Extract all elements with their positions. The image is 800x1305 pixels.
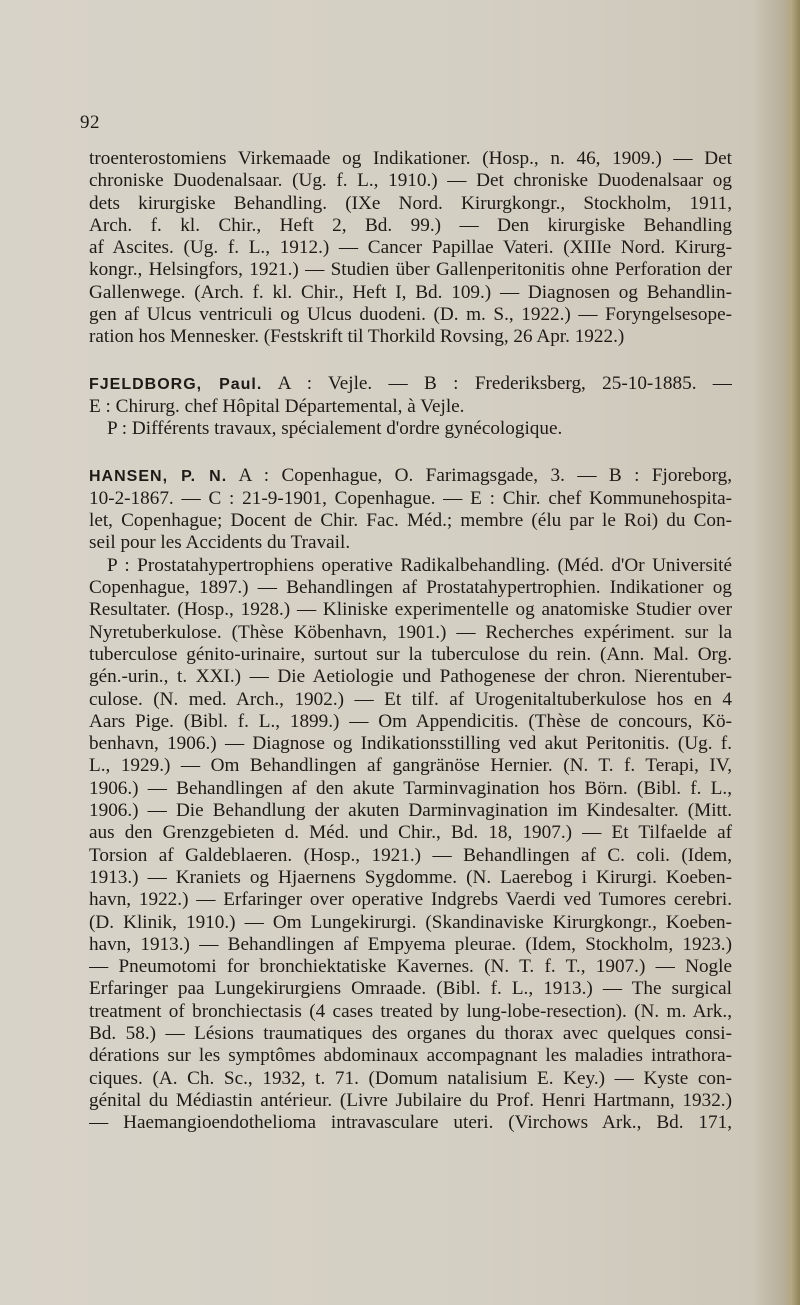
text-line: (D. Klinik, 1910.) — Om Lungekirurgi. (Skandinaviske Kirurgkongr., Koeben- (89, 911, 732, 933)
text-line: havn, 1913.) — Behandlingen af Empyema pleurae. (Idem, Stockholm, 1923.) (89, 933, 732, 955)
entry-name: HANSEN, P. N. (89, 467, 228, 485)
text-line: 1906.) — Die Behandlung der akuten Darminvagination im Kindesalter. (Mitt. (89, 800, 732, 822)
text-line: chroniske Duodenalsaar. (Ug. f. L., 1910.) — Det chroniske Duodenalsaar og (89, 170, 732, 192)
text-line: génital du Médiastin antérieur. (Livre Jubilaire du Prof. Henri Hartmann, 1932.) (89, 1089, 732, 1111)
text-line: Resultater. (Hosp., 1928.) — Kliniske experimentelle og anatomiske Studier over (89, 599, 732, 621)
text-line: — Haemangioendothelioma intravasculare uteri. (Virchows Ark., Bd. 171, (89, 1112, 732, 1134)
text-line: Copenhague, 1897.) — Behandlingen af Prostatahypertrophien. Indikationer og (89, 577, 732, 599)
text-line: Torsion af Galdeblaeren. (Hosp., 1921.) — Behandlingen af C. coli. (Idem, (89, 844, 732, 866)
text-line: 1906.) — Behandlingen af den akute Tarminvagination hos Börn. (Bibl. f. L., (89, 777, 732, 799)
text-line: gén.-urin., t. XXI.) — Die Aetiologie und Pathogenese der chron. Nierentuber- (89, 666, 732, 688)
text-line: troenterostomiens Virkemaade og Indikationer. (Hosp., n. 46, 1909.) — Det (89, 148, 732, 169)
text-line: kongr., Helsingfors, 1921.) — Studien über Gallenperitonitis ohne Perforation der (89, 259, 732, 281)
entry-text: A : Copenhague, O. Farimagsgade, 3. — B : Fjoreborg, (227, 464, 732, 486)
text-line: P : Prostatahypertrophiens operative Radikalbehandling. (Méd. d'Or Université (107, 554, 732, 576)
text-line: ration hos Mennesker. (Festskrift til Thorkild Rovsing, 26 Apr. 1922.) (89, 326, 625, 348)
text-line (89, 373, 732, 396)
entry-continuation (89, 148, 732, 349)
text-line: — Pneumotomi for bronchiektatiske Kavernes. (N. T. f. T., 1907.) — Nogle (89, 956, 732, 978)
text-line: aus den Grenzgebieten d. Méd. und Chir., Bd. 18, 1907.) — Et Tilfaelde af (89, 822, 732, 844)
text-line: L., 1929.) — Om Behandlingen af gangränöse Hernier. (N. T. f. Terapi, IV, (89, 755, 732, 777)
text-column (89, 148, 732, 1134)
text-line: Bd. 58.) — Lésions traumatiques des organes du thorax avec quelques consi- (89, 1022, 732, 1044)
text-line: let, Copenhague; Docent de Chir. Fac. Méd.; membre (élu par le Roi) du Con- (89, 510, 732, 532)
text-line: havn, 1922.) — Erfaringer over operative Indgrebs Vaerdi ved Tumores cerebri. (89, 889, 732, 911)
text-line: dets kirurgiske Behandling. (IXe Nord. Kirurgkongr., Stockholm, 1911, (89, 192, 732, 214)
text-line: tuberculose génito-urinaire, surtout sur la tuberculose du rein. (Ann. Mal. Org. (89, 643, 732, 665)
page-number: 92 (80, 112, 100, 133)
text-line: E : Chirurg. chef Hôpital Départemental, à Vejle. (89, 395, 465, 417)
entry-fjeldborg (89, 373, 732, 441)
text-line: Erfaringer paa Lungekirurgiens Omraade. (Bibl. f. L., 1913.) — The surgical (89, 978, 732, 1000)
text-line: culose. (N. med. Arch., 1902.) — Et tilf. af Urogenitaltuberkulose hos en 4 (89, 688, 732, 710)
text-line: gen af Ulcus ventriculi og Ulcus duodeni. (D. m. S., 1922.) — Foryngelsesope- (89, 304, 732, 326)
text-line: af Ascites. (Ug. f. L., 1912.) — Cancer Papillae Vateri. (XIIIe Nord. Kirurg- (89, 237, 732, 259)
text-line: 1913.) — Kraniets og Hjaernens Sygdomme. (N. Laerebog i Kirurgi. Koeben- (89, 866, 732, 888)
text-line: benhavn, 1906.) — Diagnose og Indikationsstilling ved akut Peritonitis. (Ug. f. (89, 733, 732, 755)
entry-text: A : Vejle. — B : Frederiksberg, 25-10-1885. — (262, 372, 732, 394)
text-line: Aars Pige. (Bibl. f. L., 1899.) — Om Appendicitis. (Thèse de concours, Kö- (89, 710, 732, 732)
text-line: Arch. f. kl. Chir., Heft 2, Bd. 99.) — Den kirurgiske Behandling (89, 214, 732, 236)
entry-name: FJELDBORG, Paul. (89, 375, 263, 393)
text-line: dérations sur les symptômes abdominaux accompagnant les maladies intrathora- (89, 1045, 732, 1067)
text-line: Nyretuberkulose. (Thèse Köbenhavn, 1901.) — Recherches expériment. sur la (89, 621, 732, 643)
text-line: P : Différents travaux, spécialement d'ordre gynécologique. (107, 418, 563, 440)
text-line: seil pour les Accidents du Travail. (89, 532, 351, 554)
text-line: 10-2-1867. — C : 21-9-1901, Copenhague. — E : Chir. chef Kommunehospita- (89, 487, 732, 509)
text-line: ciques. (A. Ch. Sc., 1932, t. 71. (Domum natalisium E. Key.) — Kyste con- (89, 1067, 732, 1089)
text-line: treatment of bronchiectasis (4 cases treated by lung-lobe-resection). (N. m. Ark., (89, 1000, 732, 1022)
entry-hansen (89, 465, 732, 1135)
text-line: Gallenwege. (Arch. f. kl. Chir., Heft I, Bd. 109.) — Diagnosen og Behandlin- (89, 281, 732, 303)
text-line (89, 465, 732, 488)
page-edge-shadow (790, 0, 800, 1305)
